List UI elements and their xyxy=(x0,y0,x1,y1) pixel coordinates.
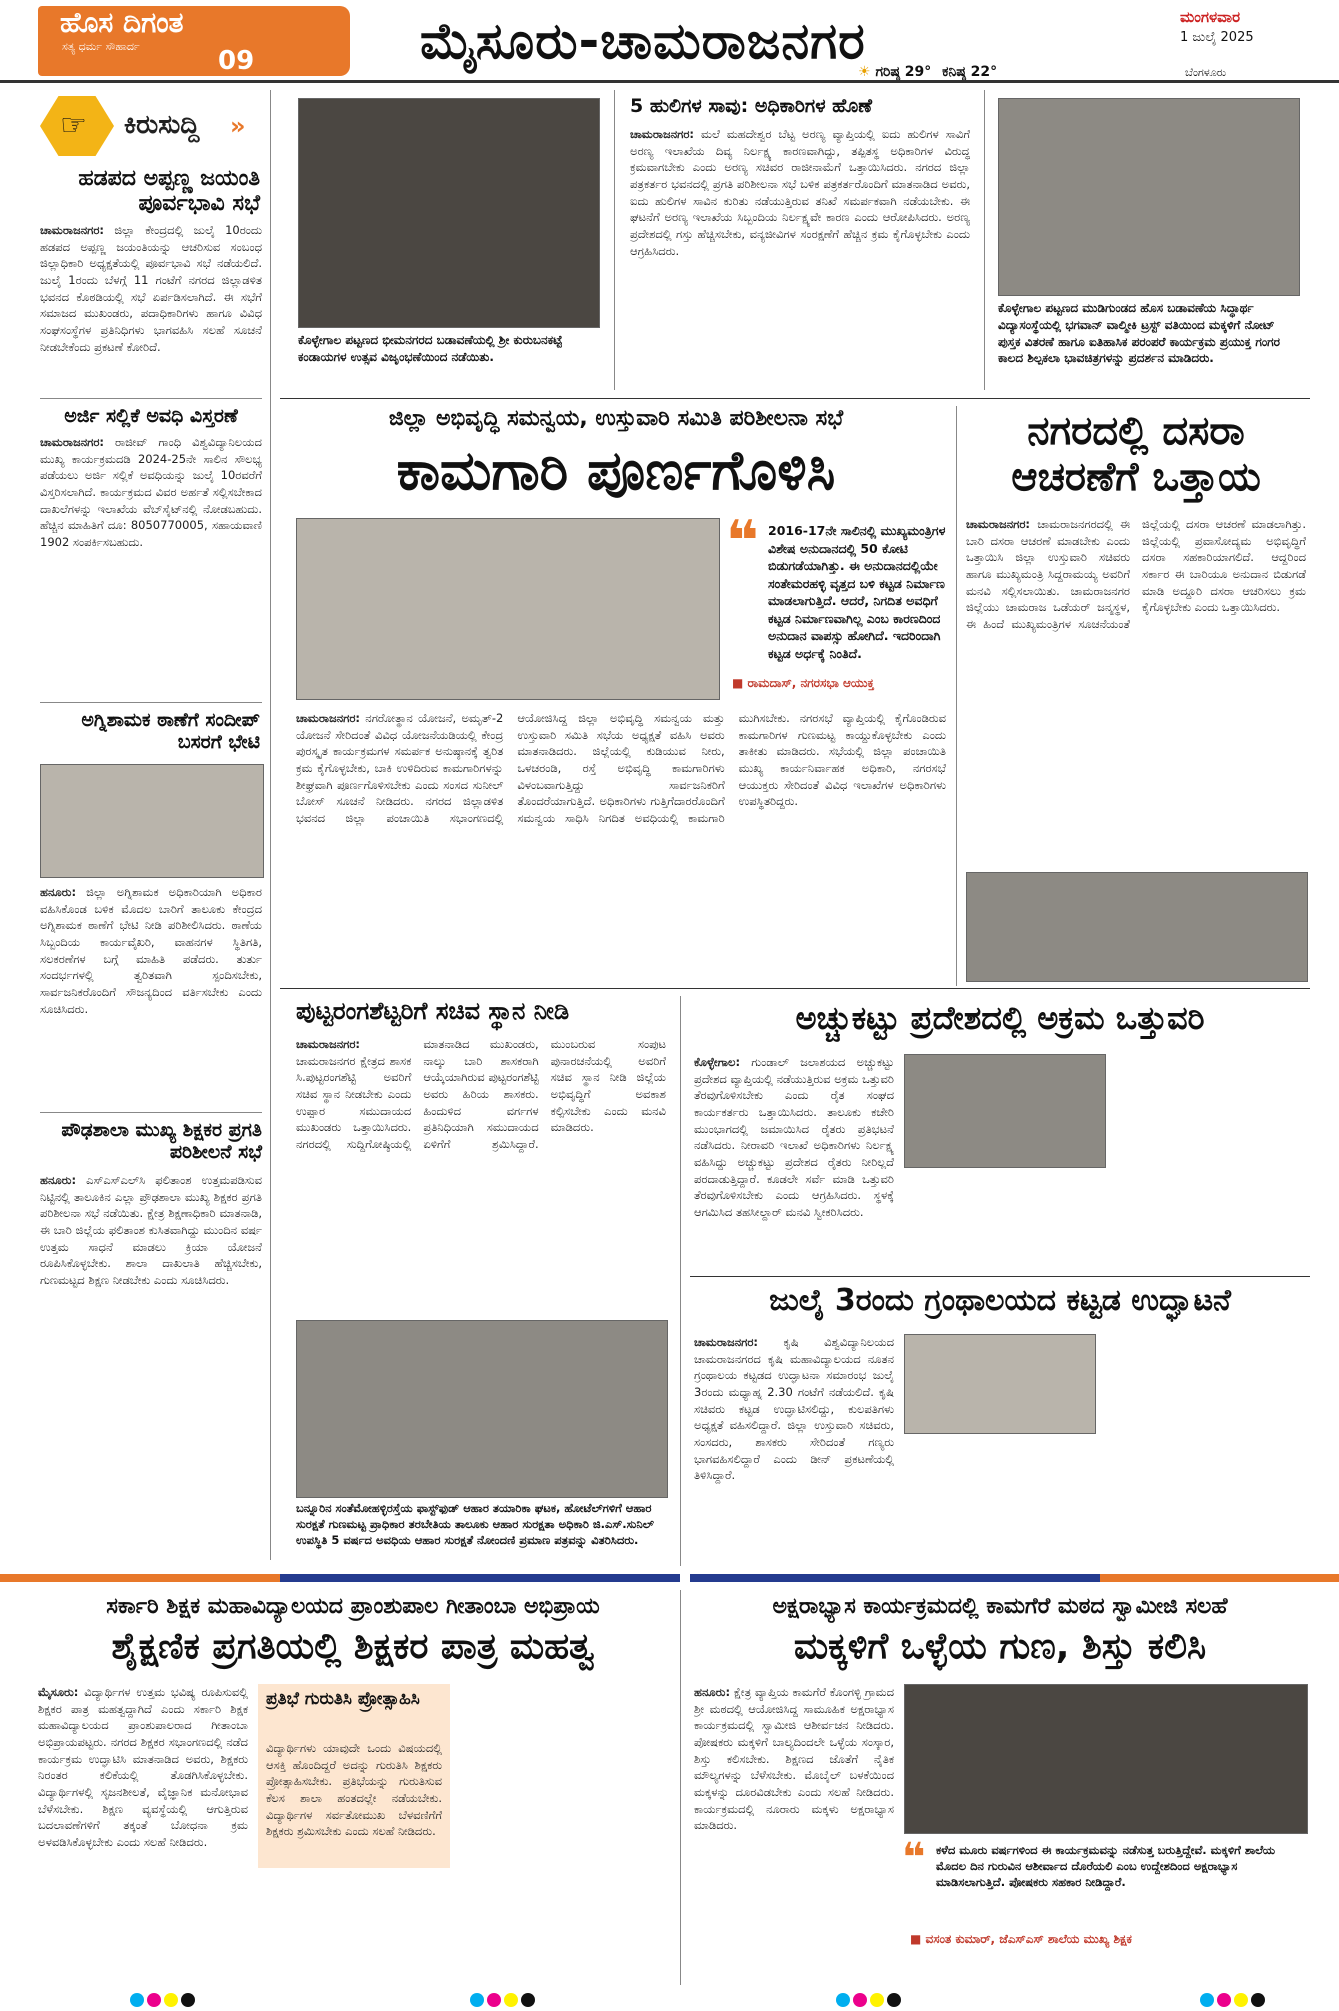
pointing-hand-icon: ☞ xyxy=(60,108,87,143)
section-bar xyxy=(280,1574,680,1582)
library-body xyxy=(694,1334,894,1560)
pull-credit-text: ರಾಮದಾಸ್, ನಗರಸಭಾ ಆಯುಕ್ತ xyxy=(747,676,874,690)
puttarangashetty-body xyxy=(296,1036,666,1312)
chevron-right-icon: » xyxy=(230,112,246,140)
column-divider xyxy=(680,996,681,1566)
page-number: 09 xyxy=(218,46,255,76)
masthead-rule xyxy=(0,80,1339,83)
day-name: ಮಂಗಳವಾರ xyxy=(1180,8,1241,26)
quote-mark-icon: ❝ xyxy=(902,1835,926,1881)
college-kicker: ಸರ್ಕಾರಿ ಶಿಕ್ಷಕ ಮಹಾವಿದ್ಯಾಲಯದ ಪ್ರಾಂಶುಪಾಲ ಗೀತಾಂಬಾ ಅಭಿಪ್ರಾಯ xyxy=(106,1594,600,1619)
weather-city: ಬೆಂಗಳೂರು xyxy=(1185,66,1227,79)
puttarangashetty-headline: ಪುಟ್ಟರಂಗಶೆಟ್ಟರಿಗೆ ಸಚಿವ ಸ್ಥಾನ ನೀಡಿ xyxy=(296,997,570,1025)
brief-byline: ಚಾಮರಾಜನಗರ: xyxy=(40,435,105,449)
pull-quote-credit: ■ ವಸಂತ ಕುಮಾರ್, ಜೆಎಸ್‌ಎಸ್ ಶಾಲೆಯ ಮುಖ್ಯ ಶಿಕ್ಷಕ xyxy=(910,1932,1132,1946)
achukattu-byline: ಕೊಳ್ಳೇಗಾಲ: xyxy=(694,1055,741,1069)
pull-quote-credit: ■ ರಾಮದಾಸ್, ನಗರಸಭಾ ಆಯುಕ್ತ xyxy=(732,676,874,690)
section-bar xyxy=(690,1574,1100,1582)
akshara-headline: ಮಕ್ಕಳಿಗೆ ಒಳ್ಳೆಯ ಗುಣ, ಶಿಸ್ತು ಕಲಿಸಿ xyxy=(793,1626,1207,1667)
lead-headline: ಕಾಮಗಾರಿ ಪೂರ್ಣಗೊಳಿಸಿ xyxy=(396,439,836,502)
section-rule xyxy=(690,1276,1310,1277)
section-rule xyxy=(280,398,1310,399)
akshara-text: ಕ್ಷೇತ್ರ ವ್ಯಾಪ್ತಿಯ ಕಾಮಗೆರೆ ಕೊಂಗಳ್ಳಿ ಗ್ರಾಮದ ಶ್ರೀ ಮಠದಲ್ಲಿ ಆಯೋಜಿಸಿದ್ದ ಸಾಮೂಹಿಕ ಅಕ್ಷರಾಭ್ಯಾಸ ಕಾರ್ಯಕ್ರಮದಲ್ಲಿ ಸ್ವಾಮೀಜಿ ಆಶೀರ್ವಚನ ನೀಡಿದರು. ಪೋಷಕರು ಮಕ್ಕಳಿಗೆ ಬಾಲ್ಯದಿಂದಲೇ ಒಳ್ಳೆಯ ಸಂಸ್ಕಾರ, ಶಿಸ್ತು ಕಲಿಸಬೇಕು. ಶಿಕ್ಷಣದ ಜೊತೆಗೆ ನೈತಿಕ ಮೌಲ್ಯಗಳನ್ನು ಬೆಳೆಸಬೇಕು. ಮೊಬೈಲ್ ಬಳಕೆಯಿಂದ ಮಕ್ಕಳನ್ನು ದೂರವಿಡಬೇಕು ಎಂದು ಸಲಹೆ ನೀಡಿದರು. ಕಾರ್ಯಕ್ರಮದಲ್ಲಿ ನೂರಾರು ಮಕ್ಕಳು ಅಕ್ಷರಾಭ್ಯಾಸ ಮಾಡಿದರು. xyxy=(694,1685,894,1833)
brief-body xyxy=(40,222,262,390)
brief-text: ಜಿಲ್ಲಾ ಅಗ್ನಿಶಾಮಕ ಅಧಿಕಾರಿಯಾಗಿ ಅಧಿಕಾರ ವಹಿಸಿಕೊಂಡ ಬಳಿಕ ಮೊದಲ ಬಾರಿಗೆ ತಾಲೂಕು ಕೇಂದ್ರದ ಅಗ್ನಿಶಾಮಕ ಠಾಣೆಗೆ ಭೇಟಿ ನೀಡಿ ಪರಿಶೀಲಿಸಿದರು. ಠಾಣೆಯ ಸಿಬ್ಬಂದಿಯ ಕಾರ್ಯವೈಖರಿ, ವಾಹನಗಳ ಸ್ಥಿತಿಗತಿ, ಸಲಕರಣೆಗಳ ಬಗ್ಗೆ ಮಾಹಿತಿ ಪಡೆದರು. ತುರ್ತು ಸಂದರ್ಭಗಳಲ್ಲಿ ತ್ವರಿತವಾಗಿ ಸ್ಪಂದಿಸಬೇಕು, ಸಾರ್ವಜನಿಕರೊಂದಿಗೆ ಸೌಜನ್ಯದಿಂದ ವರ್ತಿಸಬೇಕು ಎಂದು ಸೂಚಿಸಿದರು. xyxy=(40,885,262,1016)
brief-byline: ಚಾಮರಾಜನಗರ: xyxy=(40,223,105,237)
festival-photo xyxy=(298,98,600,328)
library-headline: ಜುಲೈ 3ರಂದು ಗ್ರಂಥಾಲಯದ ಕಟ್ಟಡ ಉದ್ಘಾಟನೆ xyxy=(769,1283,1231,1318)
puttarangashetty-text: ಚಾಮರಾಜನಗರ ಕ್ಷೇತ್ರದ ಶಾಸಕ ಸಿ.ಪುಟ್ಟರಂಗಶೆಟ್ಟಿ ಅವರಿಗೆ ಸಚಿವ ಸ್ಥಾನ ನೀಡಬೇಕು ಎಂದು ಉಪ್ಪಾರ ಸಮುದಾಯದ ಮುಖಂಡರು ಒತ್ತಾಯಿಸಿದರು. ನಗರದಲ್ಲಿ ಸುದ್ದಿಗೋಷ್ಠಿಯಲ್ಲಿ ಮಾತನಾಡಿದ ಮುಖಂಡರು, ನಾಲ್ಕು ಬಾರಿ ಶಾಸಕರಾಗಿ ಆಯ್ಕೆಯಾಗಿರುವ ಪುಟ್ಟರಂಗಶೆಟ್ಟಿ ಅವರು ಹಿರಿಯ ಶಾಸಕರು. ಹಿಂದುಳಿದ ವರ್ಗಗಳ ಪ್ರತಿನಿಧಿಯಾಗಿ ಸಮುದಾಯದ ಏಳಿಗೆಗೆ ಶ್ರಮಿಸಿದ್ದಾರೆ. ಮುಂಬರುವ ಸಂಪುಟ ಪುನಾರಚನೆಯಲ್ಲಿ ಅವರಿಗೆ ಸಚಿವ ಸ್ಥಾನ ನೀಡಿ ಜಿಲ್ಲೆಯ ಅಭಿವೃದ್ಧಿಗೆ ಅವಕಾಶ ಕಲ್ಪಿಸಬೇಕು ಎಂದು ಮನವಿ ಮಾಡಿದರು. xyxy=(296,1037,666,1152)
box-headline: ಪ್ರತಿಭೆ ಗುರುತಿಸಿ ಪ್ರೋತ್ಸಾಹಿಸಿ xyxy=(266,1689,420,1709)
divider xyxy=(40,702,262,703)
quote-mark-icon: ❝ xyxy=(726,509,759,574)
weather-readout xyxy=(858,64,997,80)
registration-marks xyxy=(836,1992,904,2011)
dasara-text: ಚಾಮರಾಜನಗರದಲ್ಲಿ ಈ ಬಾರಿ ದಸರಾ ಆಚರಣೆ ಮಾಡಬೇಕು ಎಂದು ಒತ್ತಾಯಿಸಿ ಜಿಲ್ಲಾ ಉಸ್ತುವಾರಿ ಸಚಿವರು ಹಾಗೂ ಮುಖ್ಯಮಂತ್ರಿ ಸಿದ್ದರಾಮಯ್ಯ ಅವರಿಗೆ ಮನವಿ ಸಲ್ಲಿಸಲಾಯಿತು. ಚಾಮರಾಜನಗರ ಜಿಲ್ಲೆಯು ಚಾಮರಾಜ ಒಡೆಯರ್ ಜನ್ಮಸ್ಥಳ, ಈ ಹಿಂದೆ ಮುಖ್ಯಮಂತ್ರಿಗಳ ಸೂಚನೆಯಂತೆ ಜಿಲ್ಲೆಯಲ್ಲಿ ದಸರಾ ಆಚರಣೆ ಮಾಡಲಾಗಿತ್ತು. ಜಿಲ್ಲೆಯಲ್ಲಿ ಪ್ರವಾಸೋದ್ಯಮ ಅಭಿವೃದ್ಧಿಗೆ ದಸರಾ ಸಹಕಾರಿಯಾಗಲಿದೆ. ಆದ್ದರಿಂದ ಸರ್ಕಾರ ಈ ಬಾರಿಯೂ ಅನುದಾನ ಬಿಡುಗಡೆ ಮಾಡಿ ಅದ್ದೂರಿ ದಸರಾ ಆಚರಿಸಲು ಕ್ರಮ ಕೈಗೊಳ್ಳಬೇಕು ಎಂದು ಒತ್ತಾಯಿಸಿದರು. xyxy=(966,517,1306,632)
sun-icon: ☀ xyxy=(858,64,871,80)
brief-headline: ಹಡಪದ ಅಪ್ಪಣ್ಣ ಜಯಂತಿ ಪೂರ್ವಭಾವಿ ಸಭೆ xyxy=(78,166,260,217)
registration-marks xyxy=(470,1992,538,2011)
pull-quote: 2016-17ನೇ ಸಾಲಿನಲ್ಲಿ ಮುಖ್ಯಮಂತ್ರಿಗಳ ವಿಶೇಷ ಅನುದಾನದಲ್ಲಿ 50 ಕೋಟಿ ಬಿಡುಗಡೆಯಾಗಿತ್ತು. ಈ ಅನುದಾನದಲ್ಲಿಯೇ ಸಂತೇಮರಹಳ್ಳಿ ವೃತ್ತದ ಬಳಿ ಕಟ್ಟಡ ನಿರ್ಮಾಣ ಮಾಡಲಾಗುತ್ತಿದೆ. ಆದರೆ, ನಿಗದಿತ ಅವಧಿಗೆ ಕಟ್ಟಡ ನಿರ್ಮಾಣವಾಗಿಲ್ಲ ಎಂಬ ಕಾರಣದಿಂದ ಅನುದಾನ ವಾಪಸ್ಸು ಹೋಗಿದೆ. ಇದರಿಂದಾಗಿ ಕಟ್ಟಡ ಅರ್ಧಕ್ಕೆ ನಿಂತಿದೆ. xyxy=(768,523,946,661)
akshara-body xyxy=(694,1684,894,1980)
column-divider xyxy=(984,90,985,390)
college-continued xyxy=(460,1684,670,1980)
dasara-body xyxy=(966,516,1306,862)
college-headline: ಶೈಕ್ಷಣಿಕ ಪ್ರಗತಿಯಲ್ಲಿ ಶಿಕ್ಷಕರ ಪಾತ್ರ ಮಹತ್ವ xyxy=(111,1626,595,1667)
achukattu-text: ಗುಂಡಾಲ್ ಜಲಾಶಯದ ಅಚ್ಚುಕಟ್ಟು ಪ್ರದೇಶದ ವ್ಯಾಪ್ತಿಯಲ್ಲಿ ನಡೆಯುತ್ತಿರುವ ಅಕ್ರಮ ಒತ್ತುವರಿ ತೆರವುಗೊಳಿಸಬೇಕು ಎಂದು ರೈತ ಸಂಘದ ಕಾರ್ಯಕರ್ತರು ಒತ್ತಾಯಿಸಿದರು. ತಾಲೂಕು ಕಚೇರಿ ಮುಂಭಾಗದಲ್ಲಿ ಜಮಾಯಿಸಿದ ರೈತರು ಪ್ರತಿಭಟನೆ ನಡೆಸಿದರು. ನೀರಾವರಿ ಇಲಾಖೆ ಅಧಿಕಾರಿಗಳು ನಿರ್ಲಕ್ಷ್ಯ ವಹಿಸಿದ್ದು ಅಚ್ಚುಕಟ್ಟು ಪ್ರದೇಶದ ರೈತರು ನೀರಿಲ್ಲದೆ ಪರದಾಡುತ್ತಿದ್ದಾರೆ. ಕೂಡಲೇ ಸರ್ವೆ ಮಾಡಿ ಒತ್ತುವರಿ ತೆರವುಗೊಳಿಸಬೇಕು ಎಂದು ಆಗ್ರಹಿಸಿದರು. ಸ್ಥಳಕ್ಕೆ ಆಗಮಿಸಿದ ತಹಸೀಲ್ದಾರ್ ಮನವಿ ಸ್ವೀಕರಿಸಿದರು. xyxy=(694,1055,894,1220)
library-text: ಕೃಷಿ ವಿಶ್ವವಿದ್ಯಾನಿಲಯದ ಚಾಮರಾಜನಗರದ ಕೃಷಿ ಮಹಾವಿದ್ಯಾಲಯದ ನೂತನ ಗ್ರಂಥಾಲಯ ಕಟ್ಟಡದ ಉದ್ಘಾಟನಾ ಸಮಾರಂಭ ಜುಲೈ 3ರಂದು ಮಧ್ಯಾಹ್ನ 2.30 ಗಂಟೆಗೆ ನಡೆಯಲಿದೆ. ಕೃಷಿ ಸಚಿವರು ಕಟ್ಟಡ ಉದ್ಘಾಟಿಸಲಿದ್ದು, ಕುಲಪತಿಗಳು ಅಧ್ಯಕ್ಷತೆ ವಹಿಸಲಿದ್ದಾರೆ. ಜಿಲ್ಲಾ ಉಸ್ತುವಾರಿ ಸಚಿವರು, ಸಂಸದರು, ಶಾಸಕರು ಸೇರಿದಂತೆ ಗಣ್ಯರು ಭಾಗವಹಿಸಲಿದ್ದಾರೆ ಎಂದು ಡೀನ್ ಪ್ರಕಟಣೆಯಲ್ಲಿ ತಿಳಿಸಿದ್ದಾರೆ. xyxy=(694,1335,894,1483)
story-headline: 5 ಹುಲಿಗಳ ಸಾವು: ಅಧಿಕಾರಿಗಳ ಹೊಣೆ xyxy=(630,95,873,117)
dasara-photo xyxy=(966,872,1308,982)
temp-min: ಕನಿಷ್ಠ 22° xyxy=(942,64,998,80)
newspaper-logo: ಹೊಸ ದಿಗಂತ xyxy=(60,6,184,39)
photo-caption: ಬನ್ನೂರಿನ ಸಂತೆಮೋಹಳ್ಳಿರಸ್ತೆಯ ಫಾಸ್ಟ್‌ಫುಡ್ ಆಹಾರ ತಯಾರಿಕಾ ಘಟಕ, ಹೋಟೆಲ್‌ಗಳಿಗೆ ಆಹಾರ ಸುರಕ್ಷತೆ ಗುಣಮಟ್ಟ ಪ್ರಾಧಿಕಾರ ತರಬೇತಿಯ ತಾಲೂಕು ಆಹಾರ ಸುರಕ್ಷತಾ ಅಧಿಕಾರಿ ಜಿ.ಎಸ್.ಸುನಿಲ್ ಉಪಸ್ಥಿತಿ 5 ವರ್ಷದ ಅವಧಿಯ ಆಹಾರ ಸುರಕ್ಷತೆ ನೋಂದಣಿ ಪ್ರಮಾಣ ಪತ್ರವನ್ನು ವಿತರಿಸಿದರು. xyxy=(296,1501,654,1548)
column-divider xyxy=(270,90,271,1560)
lead-body xyxy=(296,710,946,980)
lead-kicker: ಜಿಲ್ಲಾ ಅಭಿವೃದ್ಧಿ ಸಮನ್ವಯ, ಉಸ್ತುವಾರಿ ಸಮಿತಿ ಪರಿಶೀಲನಾ ಸಭೆ xyxy=(388,406,844,431)
brief-body xyxy=(40,1172,262,1556)
section-bar xyxy=(1100,1574,1339,1582)
column-divider xyxy=(614,90,615,390)
brief-body xyxy=(40,434,262,694)
college-continued xyxy=(258,1876,450,1980)
college-text: ವಿದ್ಯಾರ್ಥಿಗಳ ಉತ್ತಮ ಭವಿಷ್ಯ ರೂಪಿಸುವಲ್ಲಿ ಶಿಕ್ಷಕರ ಪಾತ್ರ ಮಹತ್ವದ್ದಾಗಿದೆ ಎಂದು ಸರ್ಕಾರಿ ಶಿಕ್ಷಕ ಮಹಾವಿದ್ಯಾಲಯದ ಪ್ರಾಂಶುಪಾಲರಾದ ಗೀತಾಂಬಾ ಅಭಿಪ್ರಾಯಪಟ್ಟರು. ನಗರದ ಶಿಕ್ಷಕರ ಸಭಾಂಗಣದಲ್ಲಿ ನಡೆದ ಕಾರ್ಯಕ್ರಮ ಉದ್ಘಾಟಿಸಿ ಮಾತನಾಡಿದ ಅವರು, ಶಿಕ್ಷಕರು ನಿರಂತರ ಕಲಿಕೆಯಲ್ಲಿ ತೊಡಗಿಸಿಕೊಳ್ಳಬೇಕು. ವಿದ್ಯಾರ್ಥಿಗಳಲ್ಲಿ ಸೃಜನಶೀಲತೆ, ವೈಜ್ಞಾನಿಕ ಮನೋಭಾವ ಬೆಳೆಸಬೇಕು. ಶಿಕ್ಷಣ ವ್ಯವಸ್ಥೆಯಲ್ಲಿ ಆಗುತ್ತಿರುವ ಬದಲಾವಣೆಗಳಿಗೆ ತಕ್ಕಂತೆ ಬೋಧನಾ ಕ್ರಮ ಅಳವಡಿಸಿಕೊಳ್ಳಬೇಕು ಎಂದು ಸಲಹೆ ನೀಡಿದರು. xyxy=(38,1685,248,1850)
dasara-headline: ನಗರದಲ್ಲಿ ದಸರಾ ಆಚರಣೆಗೆ ಒತ್ತಾಯ xyxy=(1011,408,1261,500)
story-text: ಮಲೆ ಮಹದೇಶ್ವರ ಬೆಟ್ಟ ಅರಣ್ಯ ವ್ಯಾಪ್ತಿಯಲ್ಲಿ ಐದು ಹುಲಿಗಳ ಸಾವಿಗೆ ಅರಣ್ಯ ಇಲಾಖೆಯ ದಿವ್ಯ ನಿರ್ಲಕ್ಷ್ಯ ಕಾರಣವಾಗಿದ್ದು, ತಪ್ಪಿತಸ್ಥ ಅಧಿಕಾರಿಗಳ ವಿರುದ್ಧ ಕ್ರಮವಾಗಬೇಕು ಎಂದು ಅರಣ್ಯ ಸಚಿವರ ರಾಜೀನಾಮೆಗೆ ಒತ್ತಾಯಿಸಿದರು. ನಗರದ ಜಿಲ್ಲಾ ಪತ್ರಕರ್ತರ ಭವನದಲ್ಲಿ ಪ್ರಗತಿ ಪರಿಶೀಲನಾ ಸಭೆ ಬಳಿಕ ಪತ್ರಕರ್ತರೊಂದಿಗೆ ಮಾತನಾಡಿದ ಅವರು, ಐದು ಹುಲಿಗಳ ಸಾವಿನ ಕುರಿತು ನಡೆಯುತ್ತಿರುವ ತನಿಖೆ ಸಮರ್ಪಕವಾಗಿ ನಡೆಯಬೇಕು. ಈ ಘಟನೆಗೆ ಅರಣ್ಯ ಇಲಾಖೆಯ ಸಿಬ್ಬಂದಿಯ ನಿರ್ಲಕ್ಷ್ಯವೇ ಕಾರಣ ಎಂದು ಆರೋಪಿಸಿದರು. ಅರಣ್ಯ ಪ್ರದೇಶದಲ್ಲಿ ಗಸ್ತು ಹೆಚ್ಚಿಸಬೇಕು, ವನ್ಯಜೀವಿಗಳ ಸಂರಕ್ಷಣೆಗೆ ಹೆಚ್ಚಿನ ಕ್ರಮ ಕೈಗೊಳ್ಳಬೇಕು ಎಂದು ಆಗ್ರಹಿಸಿದರು. xyxy=(630,127,970,258)
story-byline: ಚಾಮರಾಜನಗರ: xyxy=(630,127,695,141)
story-body xyxy=(630,126,970,388)
library-byline: ಚಾಮರಾಜನಗರ: xyxy=(694,1335,759,1349)
meeting-photo xyxy=(296,518,720,700)
photo-caption: ಕೊಳ್ಳೇಗಾಲ ಪಟ್ಟಣದ ಭೀಮನಗರದ ಬಡಾವಣೆಯಲ್ಲಿ ಶ್ರೀ ಕುರುಬನಕಟ್ಟೆ ಕಂಡಾಯಗಳ ಉತ್ಸವ ವಿಜೃಂಭಣೆಯಿಂದ ನಡೆಯಿತು. xyxy=(298,333,563,364)
lead-byline: ಚಾಮರಾಜನಗರ: xyxy=(296,711,361,725)
masthead xyxy=(0,0,1339,80)
akshara-photo xyxy=(904,1684,1308,1834)
protest-photo xyxy=(904,1054,1106,1168)
akshara-kicker: ಅಕ್ಷರಾಭ್ಯಾಸ ಕಾರ್ಯಕ್ರಮದಲ್ಲಿ ಕಾಮಗೆರೆ ಮಠದ ಸ್ವಾಮೀಜಿ ಸಲಹೆ xyxy=(772,1594,1228,1619)
column-divider xyxy=(680,1590,681,1985)
brief-body xyxy=(40,884,262,1106)
registration-marks xyxy=(130,1992,198,2011)
edition-title: ಮೈಸೂರು-ಚಾಮರಾಜನಗರ xyxy=(420,12,866,70)
column-divider xyxy=(956,406,957,986)
puttarangashetty-byline: ಚಾಮರಾಜನಗರ: xyxy=(296,1037,361,1051)
achukattu-body xyxy=(694,1054,894,1270)
divider xyxy=(40,398,262,399)
food-safety-photo xyxy=(296,1320,668,1498)
pull-credit-text: ವಸಂತ ಕುಮಾರ್, ಜೆಎಸ್‌ಎಸ್ ಶಾಲೆಯ ಮುಖ್ಯ ಶಿಕ್ಷಕ xyxy=(925,1932,1132,1946)
library-photo xyxy=(904,1334,1096,1434)
brief-headline: ಅಗ್ನಿಶಾಮಕ ಠಾಣೆಗೆ ಸಂದೀಪ್ ಬಸರಗೆ ಭೇಟಿ xyxy=(81,709,260,753)
akshara-continued xyxy=(904,1952,1306,1982)
pull-quote: ಕಳೆದ ಮೂರು ವರ್ಷಗಳಿಂದ ಈ ಕಾರ್ಯಕ್ರಮವನ್ನು ನಡೆಸುತ್ತ ಬರುತ್ತಿದ್ದೇವೆ. ಮಕ್ಕಳಿಗೆ ಶಾಲೆಯ ಮೊದಲ ದಿನ ಗುರುವಿನ ಆಶೀರ್ವಾದ ದೊರೆಯಲಿ ಎಂಬ ಉದ್ದೇಶದಿಂದ ಅಕ್ಷರಾಭ್ಯಾಸ ಮಾಡಿಸಲಾಗುತ್ತಿದೆ. ಪೋಷಕರು ಸಹಕಾರ ನೀಡಿದ್ದಾರೆ. xyxy=(936,1843,1276,1890)
brief-text: ಜಿಲ್ಲಾ ಕೇಂದ್ರದಲ್ಲಿ ಜುಲೈ 10ರಂದು ಹಡಪದ ಅಪ್ಪಣ್ಣ ಜಯಂತಿಯನ್ನು ಆಚರಿಸುವ ಸಂಬಂಧ ಜಿಲ್ಲಾಧಿಕಾರಿ ಅಧ್ಯಕ್ಷತೆಯಲ್ಲಿ ಪೂರ್ವಭಾವಿ ಸಭೆ ನಡೆಯಲಿದೆ. ಜುಲೈ 1ರಂದು ಬೆಳಗ್ಗೆ 11 ಗಂಟೆಗೆ ನಗರದ ಜಿಲ್ಲಾಡಳಿತ ಭವನದ ಕೊಠಡಿಯಲ್ಲಿ ಸಭೆ ಏರ್ಪಡಿಸಲಾಗಿದೆ. ಈ ಸಭೆಗೆ ಸಮಾಜದ ಮುಖಂಡರು, ಪದಾಧಿಕಾರಿಗಳು ಹಾಗೂ ವಿವಿಧ ಸಂಘಸಂಸ್ಥೆಗಳ ಪ್ರತಿನಿಧಿಗಳು ಭಾಗವಹಿಸಿ ಸಲಹೆ ಸೂಚನೆ ನೀಡಬೇಕೆಂದು ಪ್ರಕಟಣೆ ಕೋರಿದೆ. xyxy=(40,223,262,354)
brief-headline: ಅರ್ಜಿ ಸಲ್ಲಿಕೆ ಅವಧಿ ವಿಸ್ತರಣೆ xyxy=(64,405,238,427)
akshara-byline: ಹನೂರು: xyxy=(694,1685,731,1699)
section-bar xyxy=(0,1574,280,1582)
section-rule xyxy=(280,988,1310,989)
kirusuddi-label: ಕಿರುಸುದ್ದಿ xyxy=(124,110,200,140)
divider xyxy=(40,1112,262,1113)
college-body xyxy=(38,1684,248,1980)
temp-max: ಗರಿಷ್ಠ 29° xyxy=(875,64,932,80)
brief-byline: ಹನೂರು: xyxy=(40,885,77,899)
fire-station-photo xyxy=(40,764,264,878)
college-byline: ಮೈಸೂರು: xyxy=(38,1685,79,1699)
achukattu-headline: ಅಚ್ಚುಕಟ್ಟು ಪ್ರದೇಶದಲ್ಲಿ ಅಕ್ರಮ ಒತ್ತುವರಿ xyxy=(795,999,1205,1037)
brief-text: ರಾಜೀವ್ ಗಾಂಧಿ ವಿಶ್ವವಿದ್ಯಾನಿಲಯದ ಮುಖ್ಯ ಕಾರ್ಯಕ್ರಮದಡಿ 2024-25ನೇ ಸಾಲಿನ ಸೌಲಭ್ಯ ಪಡೆಯಲು ಅರ್ಜಿ ಸಲ್ಲಿಕೆ ಅವಧಿಯನ್ನು ಜುಲೈ 10ರವರೆಗೆ ವಿಸ್ತರಿಸಲಾಗಿದೆ. ಕಾರ್ಯಕ್ರಮದ ವಿವರ ಅರ್ಹತೆ ಸಲ್ಲಿಸಬೇಕಾದ ದಾಖಲೆಗಳನ್ನು ಇಲಾಖೆಯ ವೆಬ್‌ಸೈಟ್‌ನಲ್ಲಿ ನೋಡಬಹುದು. ಹೆಚ್ಚಿನ ಮಾಹಿತಿಗೆ ದೂ: 8050770005, ಸಹಾಯವಾಣಿ 1902 ಸಂಪರ್ಕಿಸಬಹುದು. xyxy=(40,435,262,550)
brief-text: ಎಸ್‌ಎಸ್‌ಎಲ್‌ಸಿ ಫಲಿತಾಂಶ ಉತ್ತಮಪಡಿಸುವ ನಿಟ್ಟಿನಲ್ಲಿ ತಾಲೂಕಿನ ಎಲ್ಲಾ ಪ್ರೌಢಶಾಲಾ ಮುಖ್ಯ ಶಿಕ್ಷಕರ ಪ್ರಗತಿ ಪರಿಶೀಲನಾ ಸಭೆ ನಡೆಯಿತು. ಕ್ಷೇತ್ರ ಶಿಕ್ಷಣಾಧಿಕಾರಿ ಮಾತನಾಡಿ, ಈ ಬಾರಿ ಜಿಲ್ಲೆಯ ಫಲಿತಾಂಶ ಕುಸಿತವಾಗಿದ್ದು ಮುಂದಿನ ವರ್ಷ ಉತ್ತಮ ಸಾಧನೆ ಮಾಡಲು ಕ್ರಿಯಾ ಯೋಜನೆ ರೂಪಿಸಿಕೊಳ್ಳಬೇಕು. ಶಾಲಾ ದಾಖಲಾತಿ ಹೆಚ್ಚಿಸಬೇಕು, ಗುಣಮಟ್ಟದ ಶಿಕ್ಷಣ ನೀಡಬೇಕು ಎಂದು ಸೂಚಿಸಿದರು. xyxy=(40,1173,262,1288)
achukattu-continued xyxy=(1114,1054,1306,1270)
brief-headline: ಪೌಢಶಾಲಾ ಮುಖ್ಯ ಶಿಕ್ಷಕರ ಪ್ರಗತಿ ಪರಿಶೀಲನೆ ಸಭೆ xyxy=(61,1119,262,1163)
brief-byline: ಹನೂರು: xyxy=(40,1173,77,1187)
library-continued xyxy=(1104,1334,1306,1560)
box-body: ವಿದ್ಯಾರ್ಥಿಗಳು ಯಾವುದೇ ಒಂದು ವಿಷಯದಲ್ಲಿ ಆಸಕ್ತಿ ಹೊಂದಿದ್ದರೆ ಅದನ್ನು ಗುರುತಿಸಿ ಶಿಕ್ಷಕರು ಪ್ರೋತ್ಸಾಹಿಸಬೇಕು. ಪ್ರತಿಭೆಯನ್ನು ಗುರುತಿಸುವ ಕೆಲಸ ಶಾಲಾ ಹಂತದಲ್ಲೇ ನಡೆಯಬೇಕು. ವಿದ್ಯಾರ್ಥಿಗಳ ಸರ್ವತೋಮುಖ ಬೆಳವಣಿಗೆಗೆ ಶಿಕ್ಷಕರು ಶ್ರಮಿಸಬೇಕು ಎಂದು ಸಲಹೆ ನೀಡಿದರು. xyxy=(266,1741,442,1839)
dasara-byline: ಚಾಮರಾಜನಗರ: xyxy=(966,517,1031,531)
book-distribution-photo xyxy=(998,98,1300,296)
registration-marks xyxy=(1200,1992,1268,2011)
photo-caption: ಕೊಳ್ಳೇಗಾಲ ಪಟ್ಟಣದ ಮುಡಿಗುಂಡದ ಹೊಸ ಬಡಾವಣೆಯ ಸಿದ್ಧಾರ್ಥ ವಿದ್ಯಾಸಂಸ್ಥೆಯಲ್ಲಿ ಭಗವಾನ್ ವಾಲ್ಮೀಕಿ ಟ್ರಸ್ಟ್ ವತಿಯಿಂದ ಮಕ್ಕಳಿಗೆ ನೋಟ್ ಪುಸ್ತಕ ವಿತರಣೆ ಹಾಗೂ ಐತಿಹಾಸಿಕ ಪರಂಪರೆ ಕಾರ್ಯಕ್ರಮ ಪ್ರಯುಕ್ತ ಗಂಗರ ಕಾಲದ ಶಿಲ್ಪಕಲಾ ಭಾವಚಿತ್ರಗಳನ್ನು ಪ್ರದರ್ಶನ ಮಾಡಿದರು. xyxy=(998,301,1280,366)
lead-text: ನಗರೋತ್ಥಾನ ಯೋಜನೆ, ಅಮೃತ್-2 ಯೋಜನೆ ಸೇರಿದಂತೆ ವಿವಿಧ ಯೋಜನೆಯಡಿಯಲ್ಲಿ ಕೇಂದ್ರ ಪುರಸ್ಕೃತ ಕಾರ್ಯಕ್ರಮಗಳ ಸಮರ್ಪಕ ಅನುಷ್ಠಾನಕ್ಕೆ ತ್ವರಿತ ಕ್ರಮ ಕೈಗೊಳ್ಳಬೇಕು, ಬಾಕಿ ಉಳಿದಿರುವ ಕಾಮಗಾರಿಗಳನ್ನು ಶೀಘ್ರವಾಗಿ ಪೂರ್ಣಗೊಳಿಸಬೇಕು ಎಂದು ಸಂಸದ ಸುನೀಲ್ ಬೋಸ್ ಸೂಚನೆ ನೀಡಿದರು. ನಗರದ ಜಿಲ್ಲಾಡಳಿತ ಭವನದ ಜಿಲ್ಲಾ ಪಂಚಾಯಿತಿ ಸಭಾಂಗಣದಲ್ಲಿ ಆಯೋಜಿಸಿದ್ದ ಜಿಲ್ಲಾ ಅಭಿವೃದ್ಧಿ ಸಮನ್ವಯ ಮತ್ತು ಉಸ್ತುವಾರಿ ಸಮಿತಿ ಸಭೆಯ ಅಧ್ಯಕ್ಷತೆ ವಹಿಸಿ ಅವರು ಮಾತನಾಡಿದರು. ಜಿಲ್ಲೆಯಲ್ಲಿ ಕುಡಿಯುವ ನೀರು, ಒಳಚರಂಡಿ, ರಸ್ತೆ ಅಭಿವೃದ್ಧಿ ಕಾಮಗಾರಿಗಳು ವಿಳಂಬವಾಗುತ್ತಿದ್ದು ಸಾರ್ವಜನಿಕರಿಗೆ ತೊಂದರೆಯಾಗುತ್ತಿದೆ. ಅಧಿಕಾರಿಗಳು ಗುತ್ತಿಗೆದಾರರೊಂದಿಗೆ ಸಮನ್ವಯ ಸಾಧಿಸಿ ನಿಗದಿತ ಅವಧಿಯಲ್ಲಿ ಕಾಮಗಾರಿ ಮುಗಿಸಬೇಕು. ನಗರಸಭೆ ವ್ಯಾಪ್ತಿಯಲ್ಲಿ ಕೈಗೊಂಡಿರುವ ಕಾಮಗಾರಿಗಳ ಗುಣಮಟ್ಟ ಕಾಯ್ದುಕೊಳ್ಳಬೇಕು ಎಂದು ತಾಕೀತು ಮಾಡಿದರು. ಸಭೆಯಲ್ಲಿ ಜಿಲ್ಲಾ ಪಂಚಾಯಿತಿ ಮುಖ್ಯ ಕಾರ್ಯನಿರ್ವಾಹಕ ಅಧಿಕಾರಿ, ನಗರಸಭೆ ಆಯುಕ್ತರು ಸೇರಿದಂತೆ ವಿವಿಧ ಇಲಾಖೆಗಳ ಅಧಿಕಾರಿಗಳು ಉಪಸ್ಥಿತರಿದ್ದರು. xyxy=(296,711,946,826)
issue-date: 1 ಜುಲೈ 2025 xyxy=(1180,30,1254,45)
logo-tagline: ಸತ್ಯ ಧರ್ಮ ಸೌಹಾರ್ದ xyxy=(62,40,140,53)
